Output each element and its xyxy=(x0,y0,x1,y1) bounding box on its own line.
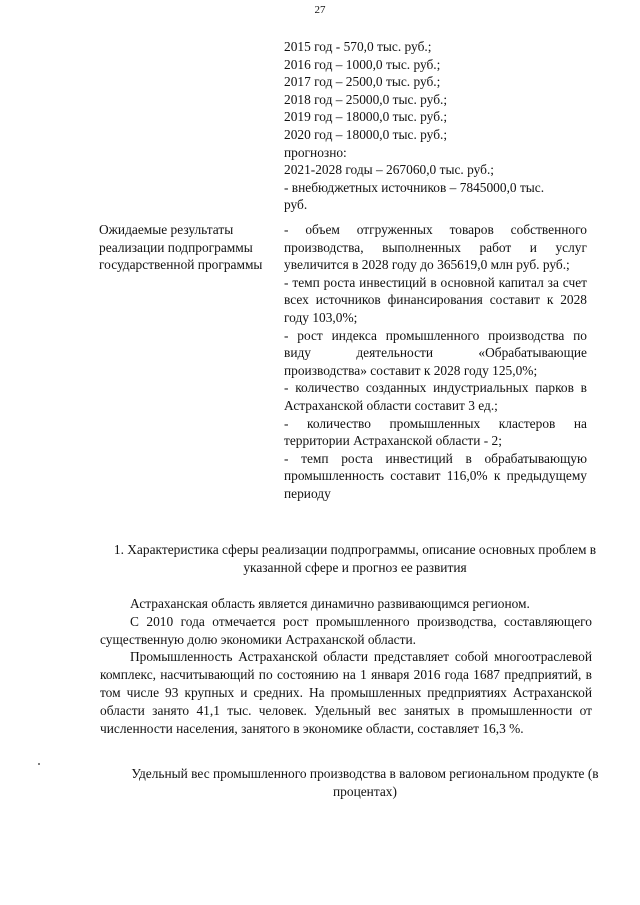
page-number: 27 xyxy=(314,4,326,16)
financing-line: 2015 год - 570,0 тыс. руб.; xyxy=(284,39,432,54)
scan-artifact xyxy=(38,763,40,765)
financing-line: 2018 год – 25000,0 тыс. руб.; xyxy=(284,91,448,107)
financing-line: - внебюджетных источников – 7845000,0 тыс. xyxy=(284,179,545,195)
paragraph: С 2010 года отмечается рост промышленного производства, составляющего существенную долю экономики Астраханской области. xyxy=(100,613,592,647)
result-item: - темп роста инвестиций в основной капитал за счет всех источников финансирования составит к 2028 году 103,0%; xyxy=(284,274,587,325)
result-item: - количество промышленных кластеров на территории Астраханской области - 2; xyxy=(284,415,587,449)
results-label: Ожидаемые результаты реализации подпрограммы государственной программы xyxy=(99,222,263,273)
result-item: - количество созданных индустриальных парков в Астраханской области составит 3 ед.; xyxy=(284,380,587,413)
financing-line: 2016 год – 1000,0 тыс. руб.; xyxy=(284,56,441,72)
financing-line: 2017 год – 2500,0 тыс. руб.; xyxy=(284,74,441,90)
financing-line: 2020 год – 18000,0 тыс. руб.; xyxy=(284,126,448,142)
financing-line: прогнозно: xyxy=(284,144,347,160)
body-text xyxy=(100,595,592,737)
financing-line: 2019 год – 18000,0 тыс. руб.; xyxy=(284,109,448,125)
result-item: - темп роста инвестиций в обрабатывающую промышленность составит 116,0% к предыдущему периоду xyxy=(284,450,587,501)
paragraph: Астраханская область является динамично развивающимся регионом. xyxy=(130,596,530,611)
financing-line: 2021-2028 годы – 267060,0 тыс. руб.; xyxy=(284,162,495,178)
financing-breakdown xyxy=(284,38,604,214)
table-caption: Удельный вес промышленного производства в валовом региональном продукте (в процентах) xyxy=(131,766,599,799)
paragraph: Промышленность Астраханской области представляет собой многоотраслевой комплекс, насчитывающий по состоянию на 1 января 2016 года 1687 предприятий, в том числе 93 крупных и средних. На промышленных предприятиях Астраханской области занято 41,1 тыс. человек. Удельный вес занятых в промышленности от численности населения, занятого в экономике области, составляет 16,3 %. xyxy=(100,649,592,736)
section-heading: 1. Характеристика сферы реализации подпрограммы, описание основных проблем в указанной сфере и прогноз ее развития xyxy=(113,542,597,575)
results-list xyxy=(284,221,587,503)
result-item: - объем отгруженных товаров собственного производства, выполненных работ и услуг увеличится в 2028 году до 365619,0 млн руб. руб.; xyxy=(284,222,587,273)
financing-line: руб. xyxy=(284,197,308,213)
result-item: - рост индекса промышленного производства по виду деятельности «Обрабатывающие производства» составит к 2028 году 125,0%; xyxy=(284,327,587,378)
